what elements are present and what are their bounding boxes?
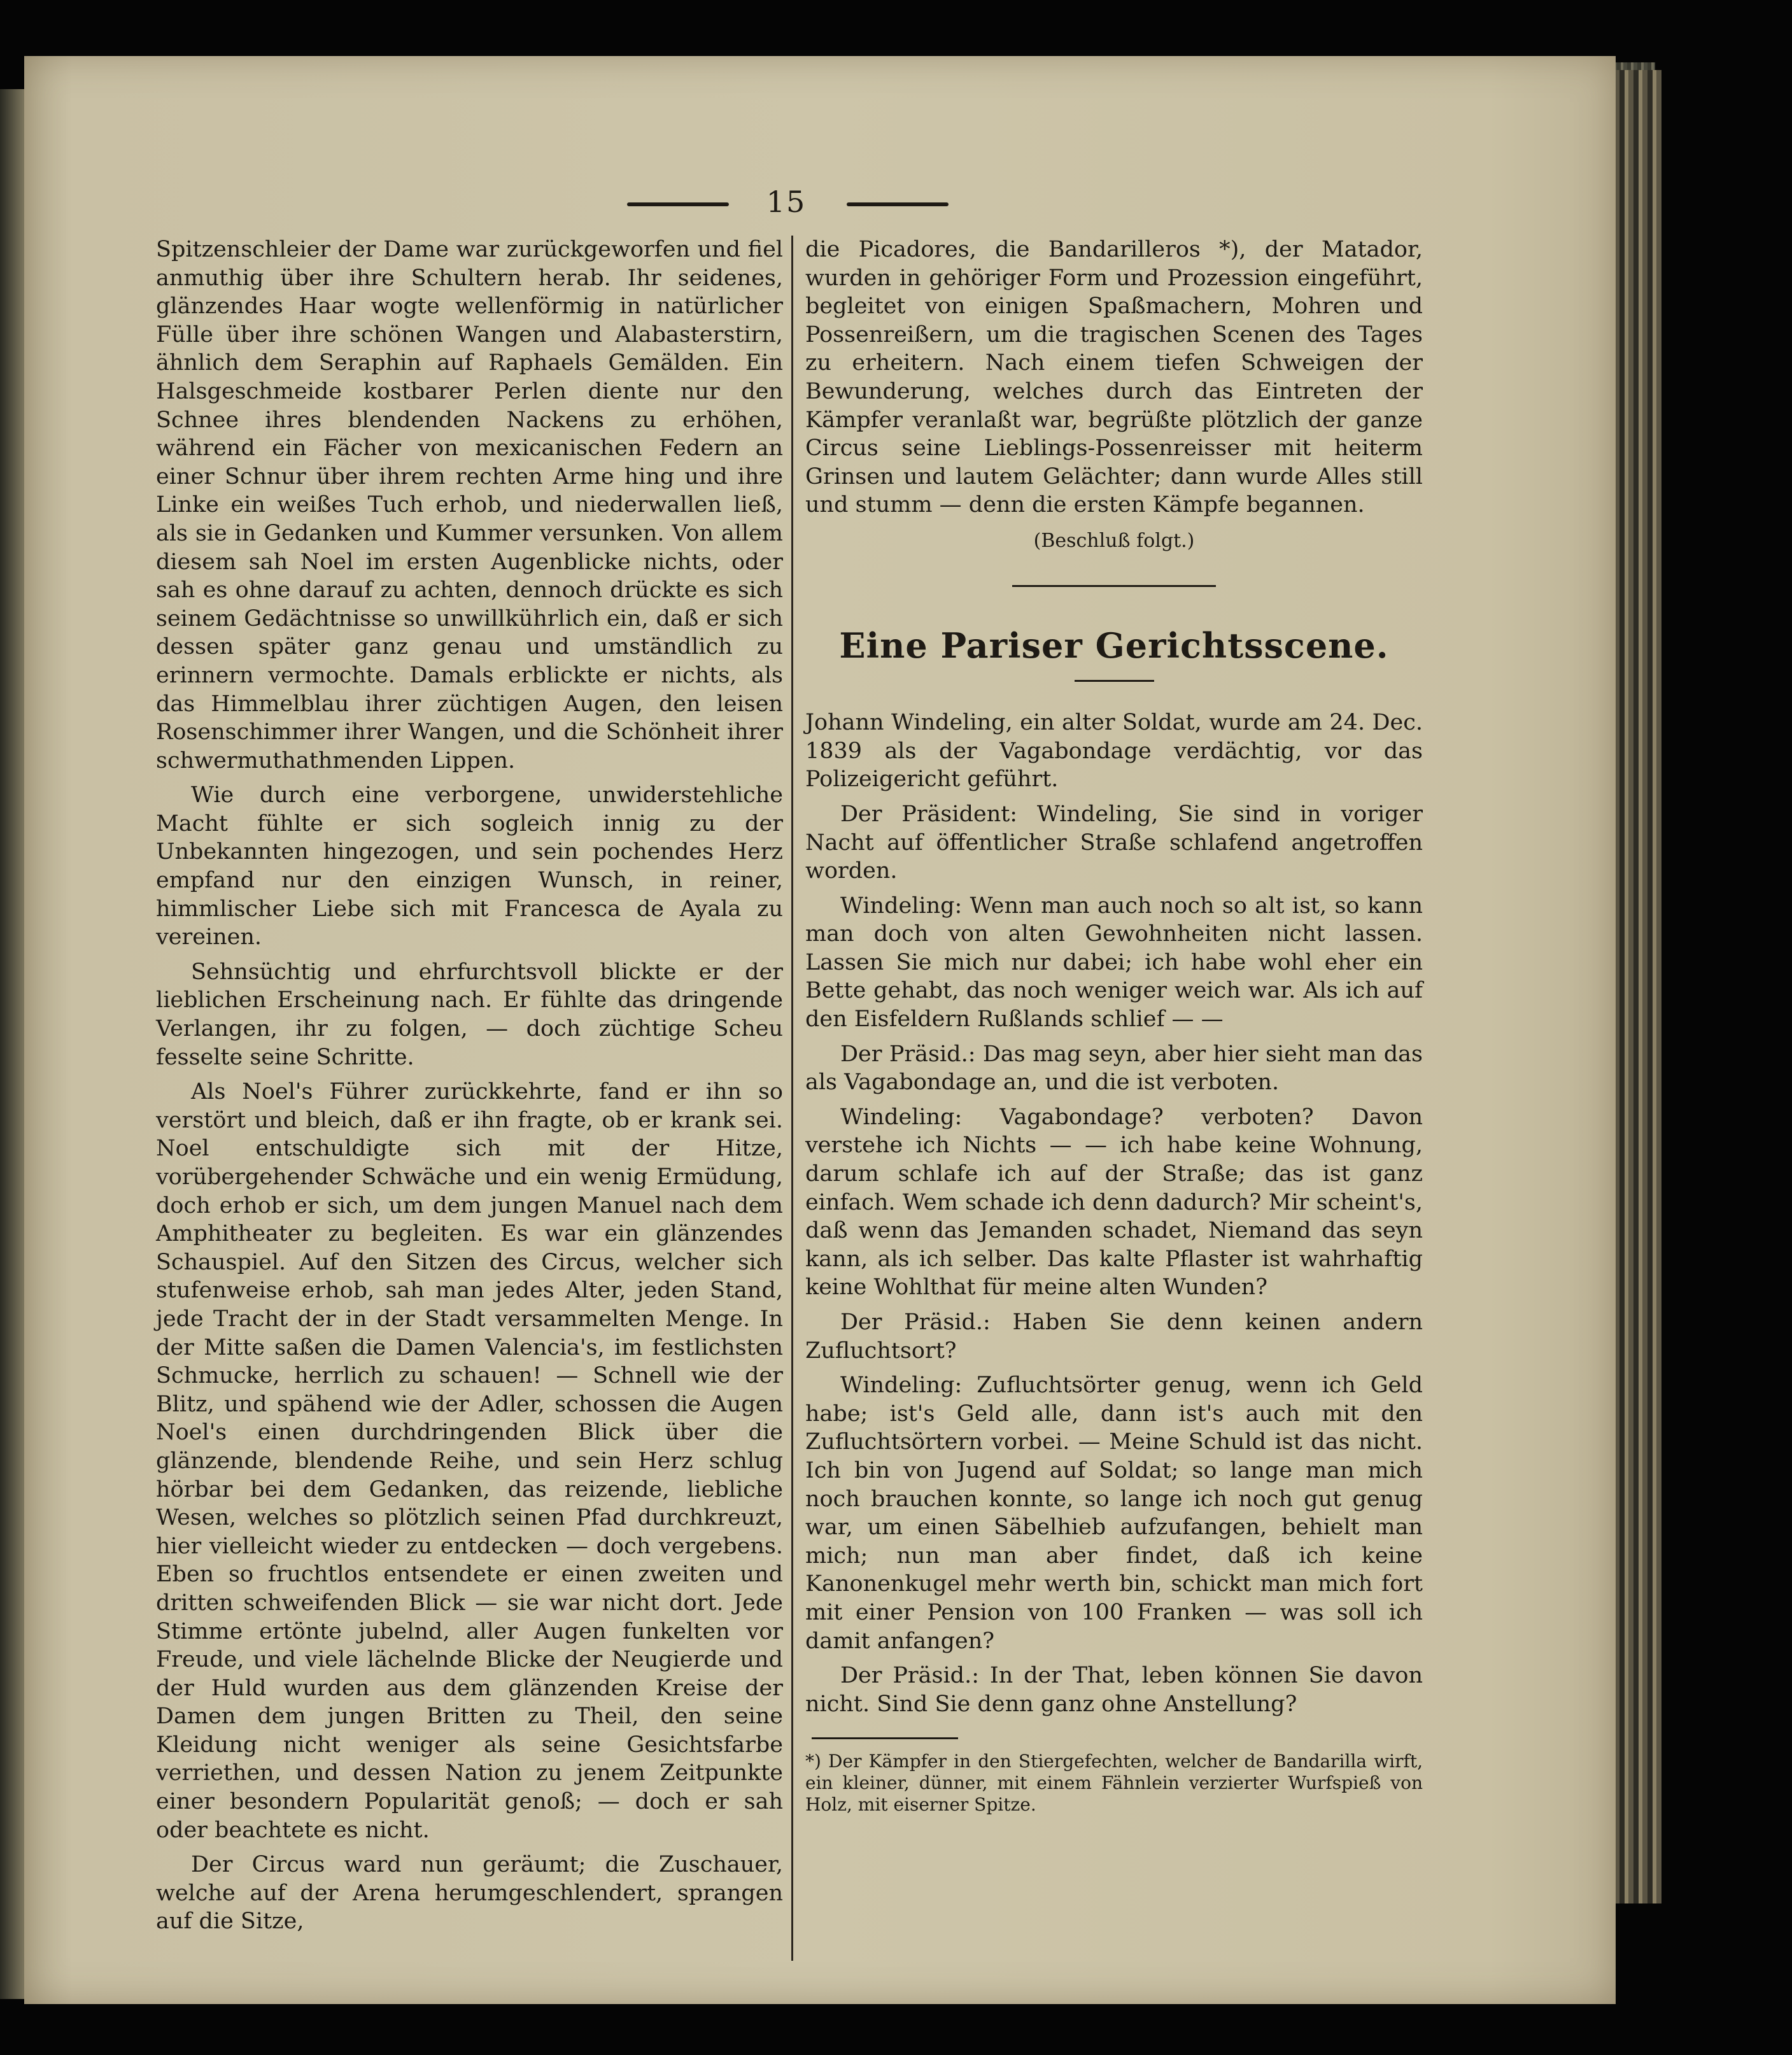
article-paragraph: Der Präsid.: Das mag seyn, aber hier sieht man das als Vagabondage an, und die ist verboten. — [805, 1041, 1423, 1096]
article-paragraph: Der Präsident: Windeling, Sie sind in voriger Nacht auf öffentlicher Straße schlafend angetroffen worden. — [805, 801, 1423, 884]
article-paragraph: Johann Windeling, ein alter Soldat, wurde am 24. Dec. 1839 als der Vagabondage verdächtig, vor das Polizeigericht geführt. — [805, 710, 1423, 793]
article-paragraph: Der Präsid.: In der That, leben können Sie davon nicht. Sind Sie denn ganz ohne Anstellung? — [805, 1663, 1423, 1717]
left-paragraph: Wie durch eine verborgene, unwiderstehliche Macht fühlte er sich sogleich innig zu der Unbekannten hingezogen, und sein pochendes Herz empfand nur den einzigen Wunsch, in reiner, himmlischer Liebe sich mit Francesca de Ayala zu vereinen. — [156, 782, 783, 950]
article-paragraph: Windeling: Zufluchtsörter genug, wenn ich Geld habe; ist's Geld alle, dann ist's auch mit den Zufluchtsörtern vorbei. — Meine Schuld ist das nicht. Ich bin von Jugend auf Soldat; so lange man mich noch brauchen konnte, so lange ich noch gut genug war, um einen Säbelhieb aufzufangen, behielt man mich; nun man aber findet, daß ich keine Kanonenkugel mehr werth bin, schickt man mich fort mit einer Pension von 100 Franken — was soll ich damit anfangen? — [805, 1373, 1423, 1654]
header-ornament-left — [627, 202, 729, 206]
column-divider — [791, 236, 793, 1961]
left-paragraph: Der Circus ward nun geräumt; die Zuschauer, welche auf der Arena herumgeschlendert, sprangen auf die Sitze, — [156, 1852, 783, 1935]
left-column — [156, 236, 783, 1936]
heading-rule — [1075, 680, 1154, 682]
article-paragraph: Windeling: Wenn man auch noch so alt ist, so kann man doch von alten Gewohnheiten nicht lassen. Lassen Sie mich nur dabei; ich habe wohl eher ein Bette gehabt, das noch weniger weich war. Als ich auf den Eisfeldern Rußlands schlief — — — [805, 893, 1423, 1033]
right-column — [805, 236, 1423, 1816]
footnote-rule — [812, 1737, 958, 1739]
article-paragraph: Windeling: Vagabondage? verboten? Davon verstehe ich Nichts — — ich habe keine Wohnung, darum schlafe ich auf der Straße; das ist ganz einfach. Wem schade ich denn dadurch? Mir scheint's, daß wenn das Jemanden schadet, Niemand das seyn kann, als ich selber. Das kalte Pflaster ist wahrhaftig keine Wohlthat für meine alten Wunden? — [805, 1104, 1423, 1301]
section-rule — [1012, 585, 1216, 587]
right-continuation: die Picadores, die Bandarilleros *), der Matador, wurden in gehöriger Form und Prozession eingeführt, begleitet von einigen Spaßmachern, Mohren und Possenreißern, um die tragischen Scenen des Tages zu erheitern. Nach einem tiefen Schweigen der Bewunderung, welches durch das Eintreten der Kämpfer veranlaßt war, begrüßte plötzlich der ganze Circus seine Lieblings-Possenreisser mit heiterm Grinsen und lautem Gelächter; dann wurde Alles still und stumm — denn die ersten Kämpfe begannen. — [805, 237, 1423, 518]
left-paragraph: Sehnsüchtig und ehrfurchtsvoll blickte er der lieblichen Erscheinung nach. Er fühlte das dringende Verlangen, ihr zu folgen, — doch züchtige Scheu fesselte seine Schritte. — [156, 959, 783, 1070]
footnote: *) Der Kämpfer in den Stiergefechten, welcher de Bandarilla wirft, ein kleiner, dünner, mit einem Fähnlein verzierter Wurfspieß von Holz, mit eiserner Spitze. — [805, 1751, 1423, 1816]
left-paragraph: Als Noel's Führer zurückkehrte, fand er ihn so verstört und bleich, daß er ihn fragte, ob er krank sei. Noel entschuldigte sich mit der Hitze, vorübergehender Schwäche und ein wenig Ermüdung, doch erhob er sich, um dem jungen Manuel nach dem Amphitheater zu begleiten. Es war ein glänzendes Schauspiel. Auf den Sitzen des Circus, welcher sich stufenweise erhob, sah man jedes Alter, jeden Stand, jede Tracht der in der Stadt versammelten Menge. In der Mitte saßen die Damen Valencia's, im festlichsten Schmucke, herrlich zu schauen! — Schnell wie der Blitz, und spähend wie der Adler, schossen die Augen Noel's einen durchdringenden Blick über die glänzende, blendende Reihe, und sein Herz schlug hörbar bei dem Gedanken, das reizende, liebliche Wesen, welches so plötzlich seinen Pfad durchkreuzt, hier vielleicht wieder zu entdecken — doch vergebens. Eben so fruchtlos entsendete er einen zweiten und dritten schweifenden Blick — sie war nicht dort. Jede Stimme ertönte jubelnd, aller Augen funkelten vor Freude, und viele lächelnde Blicke der Neugierde und der Huld wurden aus dem glänzenden Kreise der Damen dem jungen Britten zu Theil, den seine Kleidung nicht weniger als seine Gesichtsfarbe verriethen, und dessen Nation zu jenem Zeitpunkte einer besondern Popularität genoß; — doch er sah oder beachtete es nicht. — [156, 1079, 783, 1843]
conclusion-note: (Beschluß folgt.) — [1033, 529, 1195, 552]
article-paragraph: Der Präsid.: Haben Sie denn keinen andern Zufluchtsort? — [805, 1310, 1423, 1364]
left-paragraph: Spitzenschleier der Dame war zurückgeworfen und fiel anmuthig über ihre Schultern herab. Ihr seidenes, glänzendes Haar wogte wellenförmig in natürlicher Fülle über ihre schönen Wangen und Alabasterstirn, ähnlich dem Seraphin auf Raphaels Gemälden. Ein Halsgeschmeide kostbarer Perlen diente nur den Schnee ihres blendenden Nackens zu erhöhen, während ein Fächer von mexicanischen Federn an einer Schnur über ihrem rechten Arme hing und ihre Linke ein weißes Tuch erhob, und niederwallen ließ, als sie in Gedanken und Kummer versunken. Von allem diesem sah Noel im ersten Augenblicke nichts, oder sah es ohne darauf zu achten, dennoch drückte es sich seinem Gedächtnisse so unwillkührlich ein, daß er sich dessen später ganz genau und umständlich zu erinnern vermochte. Damals erblickte er nichts, als das Himmelblau ihrer züchtigen Augen, den leisen Rosenschimmer ihrer Wangen, und die Schönheit ihrer schwermuthathmenden Lippen. — [156, 237, 783, 773]
header-ornament-right — [847, 202, 949, 206]
page-number: 15 — [766, 185, 807, 219]
article-heading: Eine Pariser Gerichtsscene. — [839, 625, 1389, 666]
